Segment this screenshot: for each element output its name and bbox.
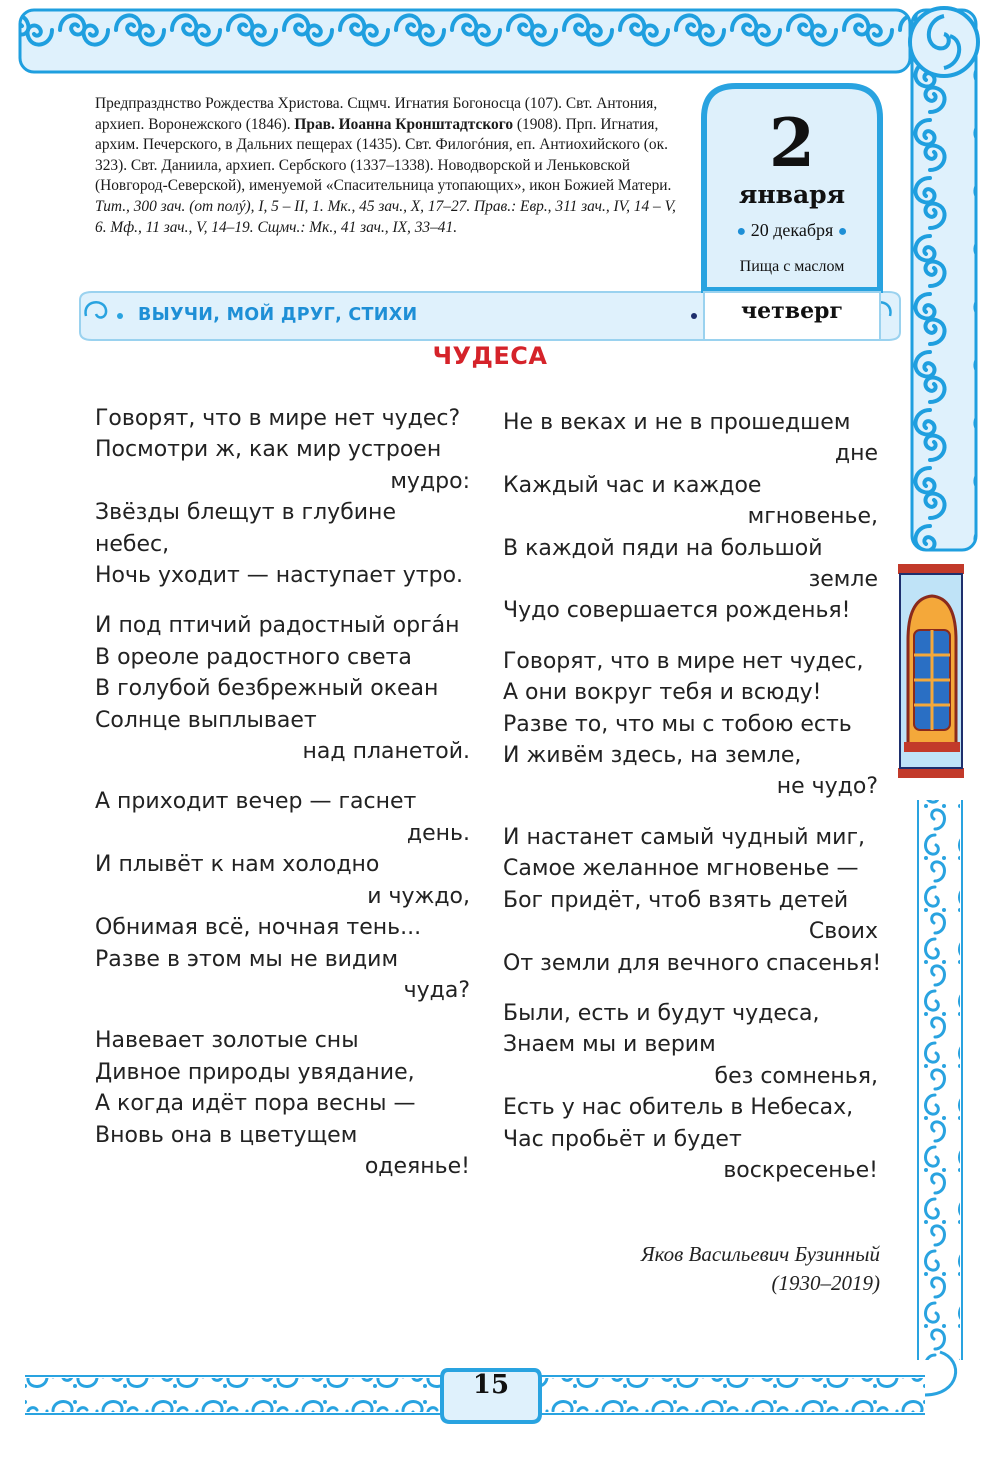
poem-line: день. — [406, 820, 470, 846]
poem-line: Разве в этом мы не видим — [95, 946, 399, 972]
poem-line: И плывёт к нам холодно — [95, 852, 380, 878]
stanza-break — [95, 767, 470, 786]
fasting-rule: Пища с маслом — [739, 258, 845, 275]
stanza-break — [503, 979, 878, 998]
poem-line: Вновь она в цветущем — [95, 1122, 358, 1148]
stanza-break — [95, 1006, 470, 1025]
poem-line: Есть у нас обитель в Небесах, — [503, 1095, 854, 1121]
poem-line: Ночь уходит — наступает утро. — [95, 563, 464, 589]
poem-line: Звёзды блещут в глубине — [95, 500, 396, 526]
dot-icon: ● — [736, 223, 747, 240]
poem-line: дне — [834, 441, 878, 467]
poem-line: мудро: — [390, 468, 470, 494]
poem-line: Разве то, что мы с тобою есть — [503, 711, 852, 737]
stanza-break — [95, 591, 470, 610]
poem-line: Чудо совершается рожденья! — [503, 598, 851, 624]
poem-line: Своих — [808, 919, 878, 945]
poem-line: Говорят, что в мире нет чудес? — [95, 406, 461, 431]
author-years: (1930–2019) — [771, 1271, 880, 1295]
old-style-date — [704, 220, 880, 241]
poem-line: В ореоле радостного света — [95, 644, 412, 670]
poem-line: Бог придёт, чтоб взять детей — [503, 887, 849, 913]
saints-commemoration-text — [95, 94, 685, 238]
poem-line: Навевает золотые сны — [95, 1028, 359, 1054]
poem-line: А когда идёт пора весны — — [95, 1091, 416, 1117]
page-number: 15 — [472, 1370, 510, 1400]
poem-line: и чуждо, — [367, 883, 470, 909]
poem-author — [540, 1240, 880, 1298]
poem-line: Говорят, что в мире нет чудес, — [503, 648, 864, 674]
poem-line: И живём здесь, на земле, — [503, 743, 802, 769]
weekday: четверг — [741, 298, 843, 324]
poem-line: В каждой пяди на большой — [503, 535, 823, 561]
poem-line: Были, есть и будут чудеса, — [503, 1000, 820, 1026]
poem-line: над планетой. — [302, 739, 470, 765]
poem-line: без сомненья, — [714, 1063, 878, 1089]
poem-left-column — [95, 403, 470, 1182]
poem-line: Каждый час и каждое — [503, 472, 762, 498]
dot-icon: ● — [837, 223, 848, 240]
saints-text-part2: (1908). Прп. Игнатия, архим. Печерского, в Дальних пещерах (1435). Свт. Филогóния, еп. Антиохийского (ок. 323). Свт. Даниила, архиеп. Сербского (1337–1338). Новодворской и Леньковской (Новгород-Северской), именуемой «Спасительница утопающих», икон Божией Матери. — [95, 115, 672, 195]
poem-line: В голубой безбрежный океан — [95, 676, 439, 702]
poem-line: И настанет самый чудный миг, — [503, 824, 865, 850]
poem-line: воскресенье! — [723, 1157, 878, 1183]
poem-line: не чудо? — [776, 774, 878, 800]
poem-line: От земли для вечного спасенья! — [503, 950, 882, 976]
poem-line: А приходит вечер — гаснет — [95, 789, 417, 815]
saints-text-part1: Предпразднство Рождества Христова. Сщмч. Игнатия Богоносца (107). Свт. Антония, архиеп. Воронежского (1846). — [95, 95, 658, 133]
poem-line: чуда? — [403, 977, 470, 1003]
poem-line: Самое желанное мгновенье — — [503, 856, 859, 882]
poem-line: Солнце выплывает — [95, 707, 317, 733]
poem-line: Час пробьёт и будет — [503, 1126, 742, 1152]
poem-line: Обнимая всё, ночная тень... — [95, 915, 422, 941]
day-number: 2 — [769, 104, 815, 182]
poem-line: мгновенье, — [747, 504, 878, 530]
poem-line: И под птичий радостный орга́н — [95, 613, 460, 639]
poem-line: одеянье! — [364, 1153, 470, 1179]
author-name: Яков Васильевич Бузинный — [640, 1242, 880, 1266]
poem-line: небес, — [95, 531, 170, 557]
poem-line: Дивное природы увядание, — [95, 1059, 415, 1085]
poem-line: Знаем мы и верим — [503, 1032, 716, 1058]
poem-right-column — [503, 407, 882, 1186]
stanza-break — [503, 627, 878, 646]
section-heading: ВЫУЧИ, МОЙ ДРУГ, СТИХИ — [138, 305, 418, 325]
old-style-date-text: 20 декабря — [750, 220, 834, 240]
stanza-break — [503, 803, 878, 822]
poem-line: А они вокруг тебя и всюду! — [503, 680, 822, 706]
scripture-readings: Тит., 300 зач. (от полý), I, 5 – II, 1. Мк., 45 зач., X, 17–27. Прав.: Евр., 311 зач., IV, 14 – V, 6. Мф., 11 зач., V, 14–19. Сщмч.: Мк., 41 зач., IX, 33–41. — [95, 197, 676, 236]
saints-text-highlighted: Прав. Иоанна Кронштадтского — [294, 115, 514, 133]
poem-line: Посмотри ж, как мир устроен — [95, 437, 442, 463]
poem-line: земле — [808, 567, 878, 593]
poem-title: ЧУДЕСА — [432, 342, 548, 370]
poem-line: Не в веках и не в прошедшем — [503, 410, 851, 435]
month-name: января — [738, 180, 846, 209]
